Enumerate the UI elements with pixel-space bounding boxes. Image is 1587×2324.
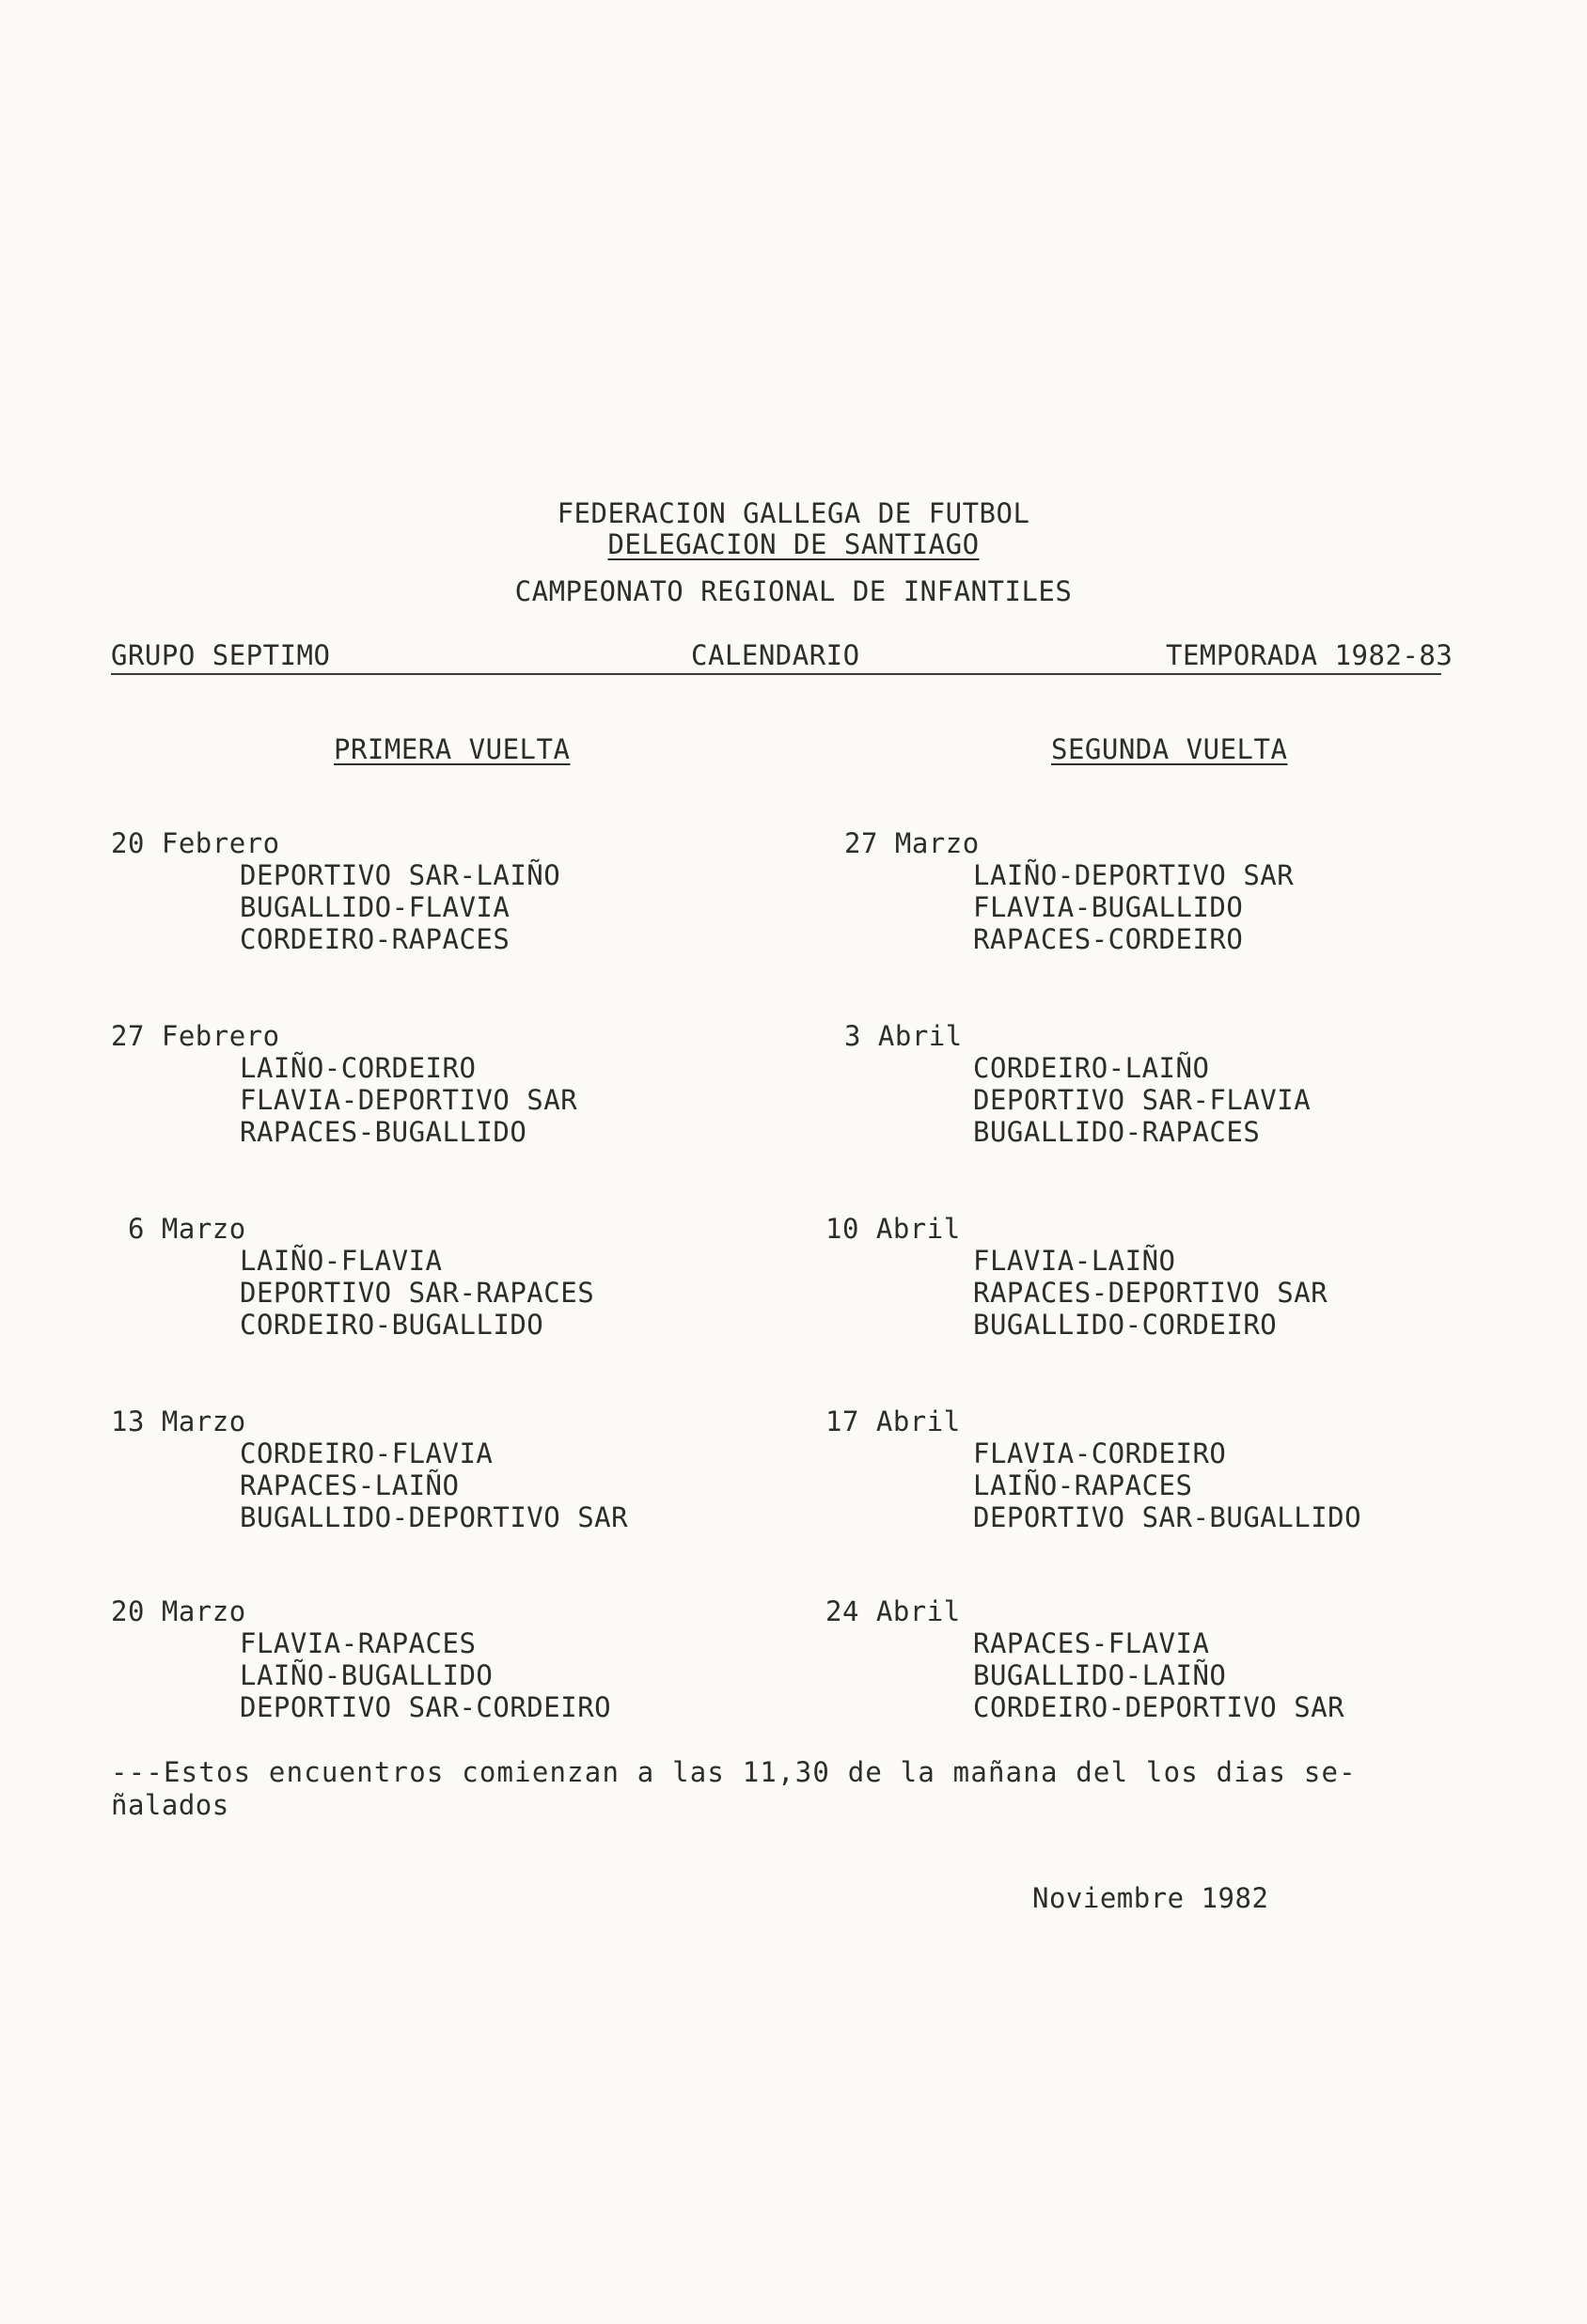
match: RAPACES-CORDEIRO (973, 923, 1244, 955)
match: FLAVIA-RAPACES (240, 1627, 477, 1659)
match: CORDEIRO-RAPACES (240, 923, 511, 955)
match: CORDEIRO-DEPORTIVO SAR (973, 1691, 1345, 1723)
segunda-vuelta-title: SEGUNDA VUELTA (1051, 733, 1288, 765)
match: CORDEIRO-BUGALLIDO (240, 1309, 544, 1341)
round-block (111, 827, 560, 955)
match: RAPACES-BUGALLIDO (240, 1116, 527, 1148)
match: BUGALLIDO-RAPACES (973, 1116, 1261, 1148)
primera-vuelta-title: PRIMERA VUELTA (334, 733, 571, 765)
match: CORDEIRO-FLAVIA (240, 1437, 494, 1469)
round-date: 3 Abril (844, 1020, 963, 1052)
round-block (825, 1213, 1328, 1341)
group-label: GRUPO SEPTIMO (111, 639, 331, 671)
calendar-label: CALENDARIO (691, 639, 860, 671)
match: CORDEIRO-LAIÑO (973, 1052, 1210, 1084)
match: DEPORTIVO SAR-FLAVIA (973, 1084, 1312, 1116)
match: LAIÑO-CORDEIRO (240, 1052, 477, 1084)
round-date: 20 Febrero (111, 827, 280, 859)
schedule-note-continued: ñalados (111, 1789, 229, 1821)
round-date: 10 Abril (825, 1213, 961, 1245)
match: RAPACES-LAIÑO (240, 1469, 460, 1501)
match: DEPORTIVO SAR-RAPACES (240, 1277, 595, 1309)
round-block (111, 1405, 628, 1533)
document-date: Noviembre 1982 (1032, 1882, 1269, 1914)
season-label: TEMPORADA 1982-83 (1166, 639, 1453, 671)
round-date: 27 Marzo (844, 827, 980, 859)
championship-title: CAMPEONATO REGIONAL DE INFANTILES (514, 575, 1073, 607)
match: LAIÑO-BUGALLIDO (240, 1659, 494, 1691)
round-date: 17 Abril (825, 1405, 961, 1437)
round-block (111, 1213, 594, 1341)
match: LAIÑO-FLAVIA (240, 1245, 443, 1277)
round-block (837, 1020, 1311, 1148)
schedule-note: ---Estos encuentros comienzan a las 11,30 de la mañana del los dias se- (111, 1756, 1357, 1788)
match: RAPACES-DEPORTIVO SAR (973, 1277, 1328, 1309)
federation-title: FEDERACION GALLEGA DE FUTBOL (557, 497, 1030, 529)
match: FLAVIA-DEPORTIVO SAR (240, 1084, 578, 1116)
match: LAIÑO-DEPORTIVO SAR (973, 859, 1295, 891)
match: BUGALLIDO-DEPORTIVO SAR (240, 1501, 629, 1533)
round-block (825, 1595, 1344, 1723)
match: FLAVIA-CORDEIRO (973, 1437, 1227, 1469)
match: DEPORTIVO SAR-BUGALLIDO (973, 1501, 1362, 1533)
match: BUGALLIDO-LAIÑO (973, 1659, 1227, 1691)
delegation-title: DELEGACION DE SANTIAGO (607, 528, 980, 560)
match: DEPORTIVO SAR-LAIÑO (240, 859, 561, 891)
match: FLAVIA-LAIÑO (973, 1245, 1176, 1277)
match: RAPACES-FLAVIA (973, 1627, 1210, 1659)
round-date: 13 Marzo (111, 1405, 246, 1437)
match: LAIÑO-RAPACES (973, 1469, 1193, 1501)
round-date: 20 Marzo (111, 1595, 246, 1627)
round-date: 6 Marzo (128, 1213, 246, 1245)
round-date: 24 Abril (825, 1595, 961, 1627)
round-block (837, 827, 1294, 955)
match: DEPORTIVO SAR-CORDEIRO (240, 1691, 612, 1723)
match: BUGALLIDO-CORDEIRO (973, 1309, 1278, 1341)
round-block (111, 1020, 577, 1148)
match: FLAVIA-BUGALLIDO (973, 891, 1244, 923)
round-block (111, 1595, 611, 1723)
match: BUGALLIDO-FLAVIA (240, 891, 511, 923)
round-block (825, 1405, 1361, 1533)
header-rule (111, 673, 1441, 675)
round-date: 27 Febrero (111, 1020, 280, 1052)
